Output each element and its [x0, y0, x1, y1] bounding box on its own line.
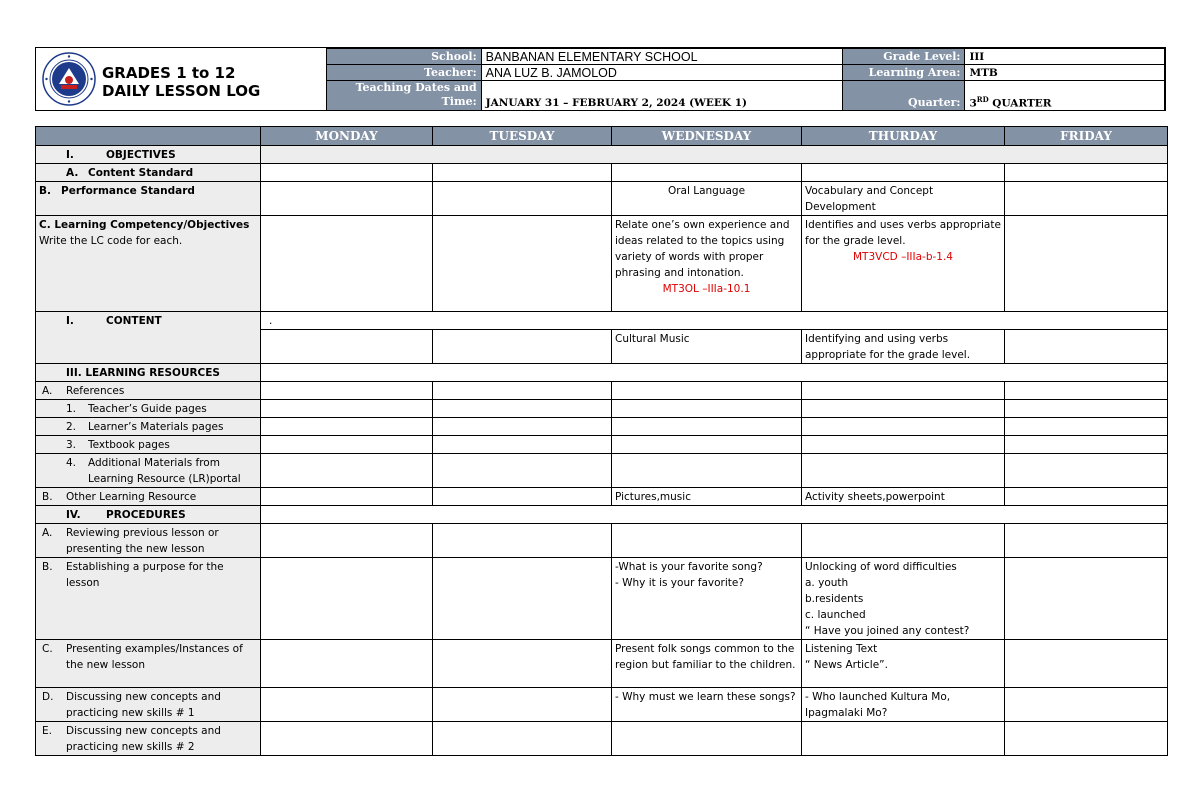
- quarter-suffix: RD: [976, 94, 989, 104]
- textbook-thursday[interactable]: [802, 436, 1005, 454]
- table-row: [36, 524, 1168, 558]
- additional-materials-thursday[interactable]: [802, 454, 1005, 488]
- purpose-label: B. Establishing a purpose for the lesson: [36, 558, 261, 640]
- teaching-dates-label: [327, 81, 482, 111]
- table-row: [36, 216, 1168, 312]
- day-header-thursday: THURDAY: [802, 127, 1005, 146]
- discuss1-wednesday[interactable]: - Why must we learn these songs?: [612, 688, 802, 722]
- discuss1-friday[interactable]: [1005, 688, 1168, 722]
- teaching-dates-label-line1: Teaching Dates and: [355, 81, 477, 94]
- table-row: [36, 640, 1168, 688]
- table-row: [36, 454, 1168, 488]
- content-standard-wednesday[interactable]: [612, 164, 802, 182]
- table-row: [36, 146, 1168, 164]
- textbook-friday[interactable]: [1005, 436, 1168, 454]
- teaching-dates-label-line2: Time:: [441, 95, 477, 108]
- table-row: [36, 164, 1168, 182]
- lesson-log-table: [35, 126, 1168, 756]
- other-resource-tuesday[interactable]: [433, 488, 612, 506]
- table-row: [36, 722, 1168, 756]
- learners-materials-monday[interactable]: [261, 418, 433, 436]
- review-friday[interactable]: [1005, 524, 1168, 558]
- teachers-guide-thursday[interactable]: [802, 400, 1005, 418]
- content-span-cell[interactable]: .: [261, 312, 1168, 330]
- procedures-span-cell: [261, 506, 1168, 524]
- objectives-label: I. OBJECTIVES: [36, 146, 261, 164]
- table-row: [36, 312, 1168, 330]
- grade-level-label: Grade Level:: [842, 49, 965, 65]
- textbook-tuesday[interactable]: [433, 436, 612, 454]
- discuss1-monday[interactable]: [261, 688, 433, 722]
- corner-cell: [36, 127, 261, 146]
- discuss1-label: D. Discussing new concepts and practicing new skills # 1: [36, 688, 261, 722]
- references-wednesday[interactable]: [612, 382, 802, 400]
- additional-materials-friday[interactable]: [1005, 454, 1168, 488]
- table-row: [36, 688, 1168, 722]
- learning-resources-span-cell: [261, 364, 1168, 382]
- examples-monday[interactable]: [261, 640, 433, 688]
- learners-materials-thursday[interactable]: [802, 418, 1005, 436]
- table-row: [36, 488, 1168, 506]
- review-wednesday[interactable]: [612, 524, 802, 558]
- teachers-guide-wednesday[interactable]: [612, 400, 802, 418]
- examples-label: C. Presenting examples/Instances of the new lesson: [36, 640, 261, 688]
- title-grades: GRADES 1 to 12: [102, 64, 236, 82]
- content-wednesday[interactable]: Cultural Music: [612, 330, 802, 364]
- discuss2-monday[interactable]: [261, 722, 433, 756]
- examples-wednesday[interactable]: Present folk songs common to the region but familiar to the children.: [612, 640, 802, 688]
- quarter-label: Quarter:: [842, 81, 965, 111]
- teachers-guide-friday[interactable]: [1005, 400, 1168, 418]
- discuss2-wednesday[interactable]: [612, 722, 802, 756]
- references-tuesday[interactable]: [433, 382, 612, 400]
- table-row: [36, 382, 1168, 400]
- purpose-monday[interactable]: [261, 558, 433, 640]
- table-row: [36, 436, 1168, 454]
- review-monday[interactable]: [261, 524, 433, 558]
- examples-tuesday[interactable]: [433, 640, 612, 688]
- table-row: [36, 364, 1168, 382]
- content-monday[interactable]: [261, 330, 433, 364]
- competency-thursday[interactable]: Identifies and uses verbs appropriate for the grade level. MT3VCD –IIIa-b-1.4: [802, 216, 1005, 312]
- review-thursday[interactable]: [802, 524, 1005, 558]
- quarter-value: [965, 81, 1165, 111]
- day-header-friday: FRIDAY: [1005, 127, 1168, 146]
- discuss2-tuesday[interactable]: [433, 722, 612, 756]
- learning-area-value: MTB: [965, 65, 1165, 81]
- title-dll: DAILY LESSON LOG: [102, 82, 261, 100]
- references-thursday[interactable]: [802, 382, 1005, 400]
- other-resource-friday[interactable]: [1005, 488, 1168, 506]
- objectives-span-cell: [261, 146, 1168, 164]
- additional-materials-label: 4. Additional Materials from Learning Resource (LR)portal: [36, 454, 261, 488]
- table-row: [36, 506, 1168, 524]
- teachers-guide-tuesday[interactable]: [433, 400, 612, 418]
- competency-tuesday[interactable]: [433, 216, 612, 312]
- review-tuesday[interactable]: [433, 524, 612, 558]
- learners-materials-tuesday[interactable]: [433, 418, 612, 436]
- performance-standard-monday[interactable]: [261, 182, 433, 216]
- table-row: [36, 400, 1168, 418]
- purpose-thursday[interactable]: Unlocking of word difficulties a. youth b.residents c. launched “ Have you joined any contest?: [802, 558, 1005, 640]
- competency-wednesday[interactable]: Relate one’s own experience and ideas related to the topics using variety of words with proper phrasing and intonation. MT3OL –IIIa-10.1: [612, 216, 802, 312]
- learners-materials-label: 2. Learner’s Materials pages: [36, 418, 261, 436]
- references-monday[interactable]: [261, 382, 433, 400]
- deped-seal-icon: [42, 52, 96, 106]
- discuss2-friday[interactable]: [1005, 722, 1168, 756]
- performance-standard-tuesday[interactable]: [433, 182, 612, 216]
- other-resource-wednesday[interactable]: Pictures,music: [612, 488, 802, 506]
- content-friday[interactable]: [1005, 330, 1168, 364]
- other-resource-label: B. Other Learning Resource: [36, 488, 261, 506]
- dll-header: [35, 47, 1166, 111]
- lc-code-wednesday: MT3OL –IIIa-10.1: [662, 283, 751, 295]
- textbook-monday[interactable]: [261, 436, 433, 454]
- other-resource-thursday[interactable]: Activity sheets,powerpoint: [802, 488, 1005, 506]
- learning-area-label: Learning Area:: [842, 65, 965, 81]
- content-standard-label: A. Content Standard: [36, 164, 261, 182]
- quarter-number: 3: [969, 97, 977, 109]
- performance-standard-thursday[interactable]: Vocabulary and Concept Development: [802, 182, 1005, 216]
- table-row: [36, 418, 1168, 436]
- discuss1-thursday[interactable]: - Who launched Kultura Mo, Ipagmalaki Mo?: [802, 688, 1005, 722]
- day-header-tuesday: TUESDAY: [433, 127, 612, 146]
- content-standard-thursday[interactable]: [802, 164, 1005, 182]
- days-header-row: [36, 127, 1168, 146]
- grade-level-value: III: [965, 49, 1165, 65]
- content-thursday[interactable]: Identifying and using verbs appropriate for the grade level.: [802, 330, 1005, 364]
- purpose-tuesday[interactable]: [433, 558, 612, 640]
- competency-friday[interactable]: [1005, 216, 1168, 312]
- teaching-dates-value: JANUARY 31 – FEBRUARY 2, 2024 (WEEK 1): [481, 81, 842, 111]
- content-standard-tuesday[interactable]: [433, 164, 612, 182]
- other-resource-monday[interactable]: [261, 488, 433, 506]
- quarter-word: QUARTER: [988, 97, 1052, 109]
- additional-materials-monday[interactable]: [261, 454, 433, 488]
- content-tuesday[interactable]: [433, 330, 612, 364]
- references-friday[interactable]: [1005, 382, 1168, 400]
- content-label: I. CONTENT: [36, 312, 261, 364]
- content-standard-friday[interactable]: [1005, 164, 1168, 182]
- textbook-wednesday[interactable]: [612, 436, 802, 454]
- table-row: [36, 182, 1168, 216]
- performance-standard-wednesday[interactable]: Oral Language: [612, 182, 802, 216]
- table-row: [36, 558, 1168, 640]
- learners-materials-friday[interactable]: [1005, 418, 1168, 436]
- additional-materials-tuesday[interactable]: [433, 454, 612, 488]
- learning-resources-label: III. LEARNING RESOURCES: [36, 364, 261, 382]
- purpose-friday[interactable]: [1005, 558, 1168, 640]
- lc-code-thursday: MT3VCD –IIIa-b-1.4: [852, 251, 953, 263]
- teacher-value: ANA LUZ B. JAMOLOD: [481, 65, 842, 81]
- references-label: A. References: [36, 382, 261, 400]
- teacher-label: Teacher:: [327, 65, 482, 81]
- content-standard-monday[interactable]: [261, 164, 433, 182]
- teachers-guide-monday[interactable]: [261, 400, 433, 418]
- performance-standard-label: B. Performance Standard: [36, 182, 261, 216]
- procedures-label: IV. PROCEDURES: [36, 506, 261, 524]
- school-value: BANBANAN ELEMENTARY SCHOOL: [481, 49, 842, 65]
- competency-label: C. Learning Competency/Objectives Write the LC code for each.: [36, 216, 261, 312]
- examples-thursday[interactable]: Listening Text “ News Article”.: [802, 640, 1005, 688]
- day-header-monday: MONDAY: [261, 127, 433, 146]
- school-label: School:: [327, 49, 482, 65]
- performance-standard-friday[interactable]: [1005, 182, 1168, 216]
- teachers-guide-label: 1. Teacher’s Guide pages: [36, 400, 261, 418]
- discuss2-label: E. Discussing new concepts and practicing new skills # 2: [36, 722, 261, 756]
- competency-monday[interactable]: [261, 216, 433, 312]
- examples-friday[interactable]: [1005, 640, 1168, 688]
- discuss1-tuesday[interactable]: [433, 688, 612, 722]
- review-label: A. Reviewing previous lesson or presenting the new lesson: [36, 524, 261, 558]
- textbook-label: 3. Textbook pages: [36, 436, 261, 454]
- day-header-wednesday: WEDNESDAY: [612, 127, 802, 146]
- learners-materials-wednesday[interactable]: [612, 418, 802, 436]
- title-block: [36, 48, 326, 110]
- additional-materials-wednesday[interactable]: [612, 454, 802, 488]
- header-info-table: [326, 48, 1165, 111]
- discuss2-thursday[interactable]: [802, 722, 1005, 756]
- purpose-wednesday[interactable]: -What is your favorite song? - Why it is your favorite?: [612, 558, 802, 640]
